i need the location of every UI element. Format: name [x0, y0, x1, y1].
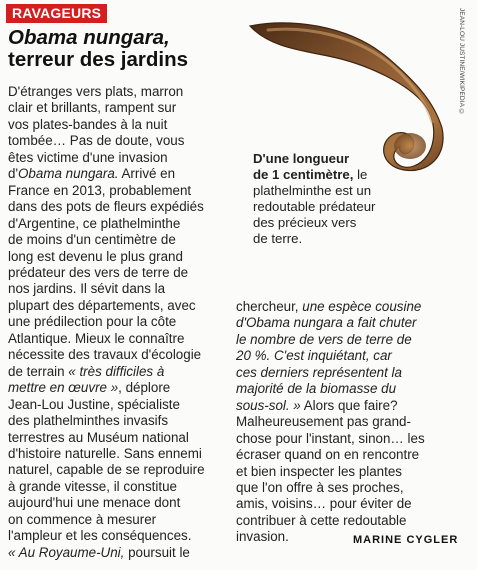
caption-lead: de 1 centimètre,	[253, 167, 354, 182]
caption-fragment: le	[353, 167, 368, 182]
text-line: dans des pots de fleurs expédiés	[8, 199, 204, 215]
text-line	[236, 381, 446, 397]
caption-line	[253, 151, 453, 167]
text-line: Malheureusement pas grand-	[236, 414, 411, 430]
text-line	[236, 332, 446, 348]
photo-credit: JEAN-LOU JUSTINE/WIKIPEDIA ©	[458, 8, 465, 116]
text-line: et bien inspecter les plantes	[236, 463, 402, 479]
caption-line: de terre.	[253, 231, 303, 246]
text-line	[236, 348, 446, 364]
headline-species: Obama nungara,	[8, 26, 170, 49]
text-line: à grande vitesse, il constitue	[8, 478, 177, 494]
text-line: contribuer à cette redoutable	[236, 512, 407, 528]
caption-line: redoutable prédateur	[253, 199, 376, 214]
quote: 20 %. C'est inquiétant, car	[236, 348, 392, 364]
text-line	[236, 365, 446, 381]
text-fragment: poursuit le	[124, 544, 190, 560]
author-byline: MARINE CYGLER	[353, 534, 459, 546]
quote: majorité de la biomasse du	[236, 381, 397, 397]
quote: d'	[236, 315, 247, 331]
quote: mettre en œuvre »	[8, 380, 119, 396]
text-line: vos plates-bandes à la nuit	[8, 116, 168, 132]
text-line	[236, 299, 446, 315]
text-line	[236, 315, 446, 331]
text-fragment: Arrivé en	[118, 166, 176, 182]
text-line: Atlantique. Mieux le connaître	[8, 330, 185, 346]
caption-line: des précieux vers	[253, 215, 357, 230]
text-line: êtes victime d'une invasion	[8, 149, 168, 165]
text-line: naturel, capable de se reproduire	[8, 462, 205, 478]
text-line: d'Argentine, ce plathelminthe	[8, 215, 181, 231]
text-line: l'ampleur et les conséquences.	[8, 528, 192, 544]
text-line: de moins d'un centimètre de	[8, 232, 176, 248]
text-line: Jean-Lou Justine, spécialiste	[8, 396, 180, 412]
text-line: tombée… Pas de doute, vous	[8, 133, 185, 149]
text-fragment: d'	[8, 166, 19, 182]
caption-line	[253, 167, 453, 183]
text-line: amis, voisins… pour éviter de	[236, 496, 412, 512]
quote: sous-sol. »	[236, 397, 301, 413]
text-line: aujourd'hui une menace dont	[8, 495, 181, 511]
headline	[8, 27, 238, 71]
text-line: on commence à mesurer	[8, 511, 157, 527]
quote: a fait chuter	[342, 315, 417, 331]
text-line: prédateur des vers de terre de	[8, 264, 189, 280]
text-fragment: de terrain	[8, 363, 69, 379]
text-line: que l'on offre à ses proches,	[236, 479, 404, 495]
species-name: Obama nungara	[246, 315, 343, 331]
headline-subtitle: terreur des jardins	[8, 48, 189, 71]
text-fragment: chercheur,	[236, 299, 303, 314]
text-line	[8, 380, 196, 396]
text-line: D'étranges vers plats, marron	[8, 84, 184, 99]
text-line: terrestres au Muséum national	[8, 429, 189, 445]
text-line: long est devenu le plus grand	[8, 248, 183, 264]
text-fragment: Alors que faire?	[300, 397, 398, 413]
text-line: d'histoire naturelle. Sans ennemi	[8, 445, 202, 461]
article-column-2	[236, 299, 446, 546]
caption-lead: D'une longueur	[253, 151, 350, 166]
text-line: écraser quand on en rencontre	[236, 447, 420, 463]
text-line: nos jardins. Il sévit dans la	[8, 281, 166, 297]
text-line: une prédilection pour la côte	[8, 314, 177, 330]
quote: le nombre de vers de terre de	[236, 331, 412, 347]
quote: « très difficiles à	[68, 363, 165, 379]
text-line: invasion.	[236, 529, 289, 545]
text-line	[236, 398, 446, 414]
quote: une espèce cousine	[302, 299, 422, 314]
caption-line: plathelminthe est un	[253, 183, 372, 198]
text-line: clair et brillants, rampent sur	[8, 100, 177, 116]
text-line: nécessite des travaux d'écologie	[8, 347, 202, 363]
text-line: plupart des départements, avec	[8, 297, 196, 313]
section-tag: RAVAGEURS	[6, 4, 107, 23]
text-fragment: , déplore	[118, 380, 171, 396]
article-column-1	[8, 84, 205, 561]
text-line	[8, 545, 196, 561]
text-line: des plathelminthes invasifs	[8, 413, 169, 429]
text-line: France en 2013, probablement	[8, 182, 192, 198]
quote: ces derniers représentent la	[236, 364, 402, 380]
text-line	[8, 364, 196, 380]
quote: « Au Royaume-Uni,	[8, 544, 125, 560]
text-line	[8, 166, 196, 182]
photo-caption	[253, 151, 453, 247]
species-name: Obama nungara.	[18, 166, 119, 182]
text-line: chose pour l'instant, sinon… les	[236, 430, 425, 446]
